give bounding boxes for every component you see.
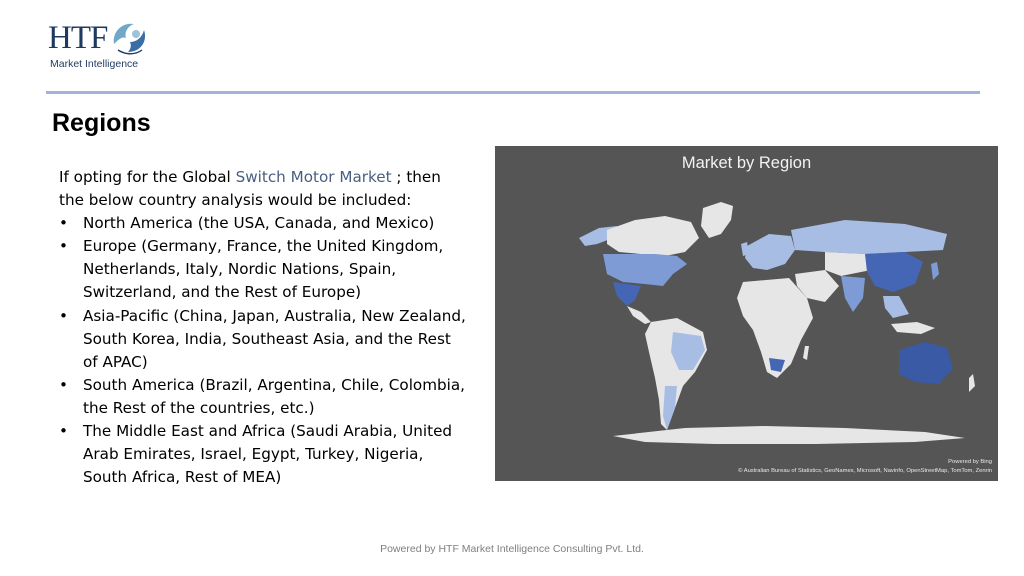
region-item-north-america: • North America (the USA, Canada, and Mexico) bbox=[59, 212, 469, 235]
region-list bbox=[59, 212, 469, 489]
region-southeast-asia bbox=[883, 296, 909, 318]
region-japan bbox=[931, 262, 939, 280]
logo-tagline: Market Intelligence bbox=[50, 58, 139, 70]
region-mexico bbox=[613, 282, 641, 306]
region-canada bbox=[607, 216, 699, 256]
header-divider bbox=[46, 91, 980, 94]
region-new-zealand bbox=[969, 374, 975, 392]
logo-letters: HTF bbox=[48, 20, 108, 56]
region-china bbox=[865, 252, 923, 292]
market-name: Switch Motor Market bbox=[235, 168, 392, 186]
region-india bbox=[841, 276, 865, 312]
region-description bbox=[59, 166, 469, 489]
region-central-america bbox=[627, 306, 651, 324]
region-russia bbox=[791, 220, 947, 254]
region-usa bbox=[603, 254, 687, 286]
region-madagascar bbox=[803, 346, 809, 360]
powered-by-bing: Powered by Bing bbox=[948, 459, 992, 465]
region-central-asia bbox=[825, 252, 871, 276]
region-map bbox=[495, 146, 998, 481]
region-uk bbox=[741, 242, 749, 256]
region-australia bbox=[899, 342, 953, 384]
htf-logo bbox=[44, 14, 154, 76]
region-indonesia bbox=[891, 322, 935, 334]
map-title: Market by Region bbox=[681, 154, 812, 172]
map-attribution: © Australian Bureau of Statistics, GeoNames, Microsoft, Navinfo, OpenStreetMap, TomTom, Zenrin bbox=[738, 468, 992, 474]
world-map bbox=[495, 146, 998, 481]
region-item-asia-pacific: • Asia-Pacific (China, Japan, Australia, New Zealand, South Korea, India, Southeast Asia, and the Rest of APAC) bbox=[59, 305, 469, 374]
footer-text: Powered by HTF Market Intelligence Consulting Pvt. Ltd. bbox=[380, 543, 644, 555]
page-title: Regions bbox=[52, 109, 151, 137]
region-greenland bbox=[701, 202, 733, 238]
intro-after: ; then the below country analysis would be included: bbox=[59, 168, 441, 210]
intro-paragraph bbox=[59, 166, 469, 212]
region-europe bbox=[745, 234, 795, 270]
dolphin-swirl-icon bbox=[106, 14, 150, 58]
intro-before: If opting for the Global bbox=[59, 168, 236, 186]
region-item-south-america: • South America (Brazil, Argentina, Chile, Colombia, the Rest of the countries, etc.) bbox=[59, 374, 469, 420]
region-item-mea: • The Middle East and Africa (Saudi Arabia, United Arab Emirates, Israel, Egypt, Turkey, Nigeria, South Africa, Rest of MEA) bbox=[59, 420, 469, 489]
region-item-europe: • Europe (Germany, France, the United Kingdom, Netherlands, Italy, Nordic Nations, Spain, Switzerland, and the Rest of Europe) bbox=[59, 235, 469, 304]
